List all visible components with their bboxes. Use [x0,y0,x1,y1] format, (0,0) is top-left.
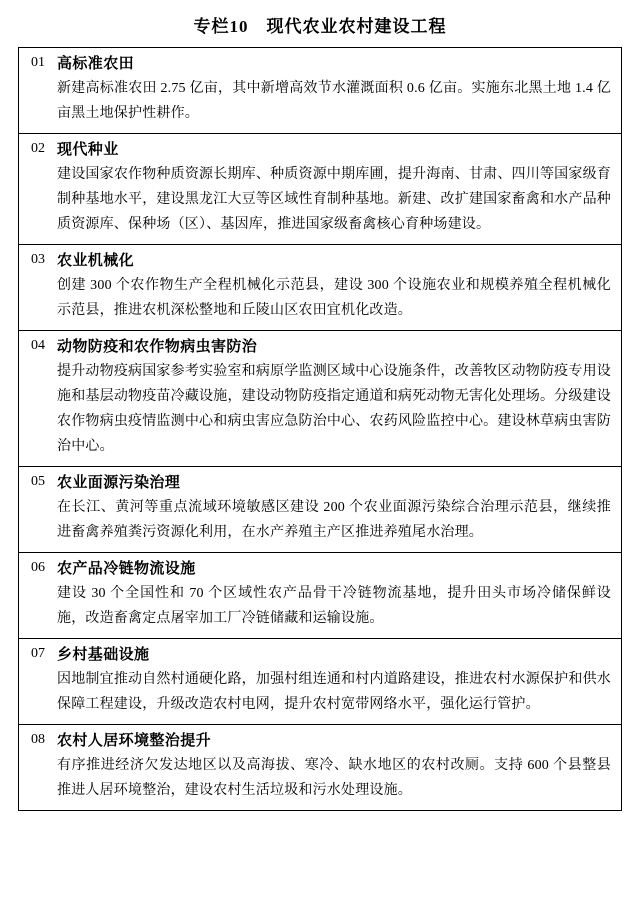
item-heading: 乡村基础设施 [57,647,150,663]
item-content [57,245,621,330]
item-number: 04 [31,338,45,353]
item-content [57,48,621,133]
item-content [57,725,621,810]
table-row [19,639,621,725]
item-number: 06 [31,560,45,575]
table-row [19,725,621,810]
item-number: 02 [31,141,45,156]
item-heading: 动物防疫和农作物病虫害防治 [57,339,258,355]
item-body: 建设 30 个全国性和 70 个区域性农产品骨干冷链物流基地，提升田头市场冷储保鲜设施，改造畜禽定点屠宰加工厂冷链储藏和运输设施。 [57,586,611,626]
table-row [19,553,621,639]
item-number: 05 [31,474,45,489]
item-number: 07 [31,646,45,661]
table-row [19,331,621,467]
item-body: 创建 300 个农作物生产全程机械化示范县，建设 300 个设施农业和规模养殖全程机械化示范县，推进农机深松整地和丘陵山区农田宜机化改造。 [57,278,611,318]
item-content [57,553,621,638]
item-heading: 农业面源污染治理 [57,475,181,491]
item-number: 01 [31,55,45,70]
special-column-table [18,47,622,811]
item-body: 提升动物疫病国家参考实验室和病原学监测区域中心设施条件，改善牧区动物防疫专用设施和基层动物疫苗冷藏设施，建设动物防疫指定通道和病死动物无害化处理场。分级建设农作物病虫疫情监测中心和病虫害应急防治中心、农药风险监控中心。建设林草病虫害防治中心。 [57,364,611,454]
item-number: 03 [31,252,45,267]
page-title: 专栏10 现代农业农村建设工程 [193,17,447,36]
item-content [57,331,621,466]
table-row [19,48,621,134]
item-body: 建设国家农作物种质资源长期库、种质资源中期库圃，提升海南、甘肃、四川等国家级育制种基地水平，建设黑龙江大豆等区域性育制种基地。新建、改扩建国家畜禽和水产品种质资源库、保种场（区）、基因库，推进国家级畜禽核心育种场建设。 [57,167,611,232]
item-body: 在长江、黄河等重点流域环境敏感区建设 200 个农业面源污染综合治理示范县，继续推进畜禽养殖粪污资源化利用，在水产养殖主产区推进养殖尾水治理。 [57,500,611,540]
table-row [19,245,621,331]
item-heading: 高标准农田 [57,56,135,72]
item-body: 有序推进经济欠发达地区以及高海拔、寒冷、缺水地区的农村改厕。支持 600 个县整县推进人居环境整治，建设农村生活垃圾和污水处理设施。 [57,758,611,798]
item-heading: 现代种业 [57,142,119,158]
item-heading: 农产品冷链物流设施 [57,561,196,577]
table-row [19,467,621,553]
item-content [57,134,621,244]
item-heading: 农村人居环境整治提升 [57,733,212,749]
table-row [19,134,621,245]
item-content [57,467,621,552]
item-heading: 农业机械化 [57,253,135,269]
item-number: 08 [31,732,45,747]
item-content [57,639,621,724]
item-body: 因地制宜推动自然村通硬化路，加强村组连通和村内道路建设，推进农村水源保护和供水保障工程建设，升级改造农村电网，提升农村宽带网络水平，强化运行管护。 [57,672,611,712]
item-body: 新建高标准农田 2.75 亿亩，其中新增高效节水灌溉面积 0.6 亿亩。实施东北黑土地 1.4 亿亩黑土地保护性耕作。 [57,81,611,121]
